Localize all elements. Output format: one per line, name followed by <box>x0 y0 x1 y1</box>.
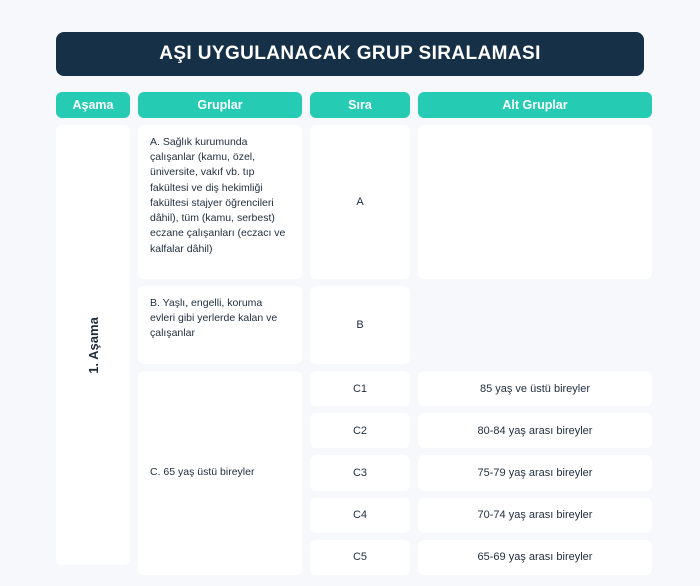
order-cell-c1: C1 <box>310 371 410 406</box>
subgroup-cell-c1: 85 yaş ve üstü bireyler <box>418 371 652 406</box>
order-cell-c5: C5 <box>310 540 410 575</box>
order-cell-c4: C4 <box>310 498 410 533</box>
stage-label: 1. Aşama <box>85 316 101 374</box>
groups-column <box>138 125 302 575</box>
subgroup-cell-b <box>418 286 652 364</box>
group-cell-b: B. Yaşlı, engelli, koruma evleri gibi yerlerde kalan ve çalışanlar <box>138 286 302 364</box>
order-column <box>310 125 410 575</box>
stage-cell <box>56 125 130 565</box>
table-body <box>56 125 644 575</box>
subgroup-cell-c4: 70-74 yaş arası bireyler <box>418 498 652 533</box>
table-header-row <box>56 92 644 118</box>
subgroup-cell-c5: 65-69 yaş arası bireyler <box>418 540 652 575</box>
order-cell-b: B <box>310 286 410 364</box>
column-header-subgroups: Alt Gruplar <box>418 92 652 118</box>
group-cell-a: A. Sağlık kurumunda çalışanlar (kamu, özel, üniversite, vakıf vb. tıp fakültesi ve diş hekimliği fakültesi stajyer öğrencileri dâhil), tüm (kamu, serbest) eczane çalışanları (eczacı ve kalfalar dâhil) <box>138 125 302 279</box>
subgroup-cell-c2: 80-84 yaş arası bireyler <box>418 413 652 448</box>
subgroups-column <box>418 125 652 575</box>
page-title: AŞI UYGULANACAK GRUP SIRALAMASI <box>159 43 541 64</box>
subgroup-cell-a <box>418 125 652 279</box>
column-header-order: Sıra <box>310 92 410 118</box>
group-cell-c: C. 65 yaş üstü bireyler <box>138 371 302 575</box>
order-cell-c2: C2 <box>310 413 410 448</box>
page-title-bar <box>56 32 644 76</box>
order-cell-c3: C3 <box>310 455 410 490</box>
column-header-groups: Gruplar <box>138 92 302 118</box>
column-header-stage: Aşama <box>56 92 130 118</box>
subgroup-cell-c3: 75-79 yaş arası bireyler <box>418 455 652 490</box>
order-cell-a: A <box>310 125 410 279</box>
